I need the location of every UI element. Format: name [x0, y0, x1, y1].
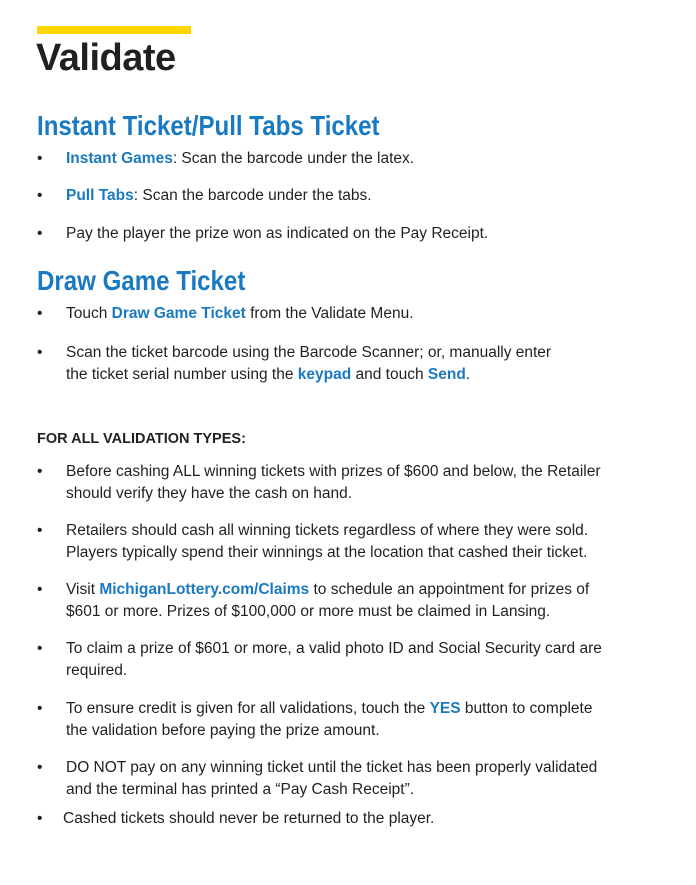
item-text: To ensure credit is given for all validations, touch the — [66, 700, 430, 717]
item-text: should verify they have the cash on hand. — [66, 485, 353, 502]
list-item-photo-id — [37, 638, 677, 682]
bullet: • — [37, 463, 43, 480]
section-heading-draw-game: Draw Game Ticket — [37, 265, 246, 296]
list-item-instant-games — [37, 148, 677, 170]
list-item-do-not-pay — [37, 757, 677, 801]
list-item-pay-player — [37, 223, 677, 245]
item-text: button to complete — [460, 700, 593, 717]
list-item-scan-barcode — [37, 342, 677, 386]
list-item-touch-yes — [37, 698, 677, 742]
bullet: • — [37, 759, 43, 776]
list-item-claims-appointment — [37, 579, 677, 623]
item-text: Scan the ticket barcode using the Barcode Scanner; or, manually enter — [66, 344, 552, 361]
item-text: DO NOT pay on any winning ticket until the ticket has been properly validated — [66, 759, 598, 776]
highlight-send: Send — [427, 366, 466, 383]
bullet: • — [37, 225, 43, 242]
item-text: and touch — [351, 366, 428, 383]
item-text: Players typically spend their winnings at the location that cashed their ticket. — [66, 544, 588, 561]
item-text: the ticket serial number using the — [66, 366, 298, 383]
highlight-keypad: keypad — [297, 366, 352, 383]
item-text: required. — [66, 662, 128, 679]
bullet: • — [37, 522, 43, 539]
highlight-pull-tabs: Pull Tabs — [66, 187, 134, 204]
list-item-never-return — [37, 808, 677, 830]
item-text: $601 or more. Prizes of $100,000 or more must be claimed in Lansing. — [66, 603, 551, 620]
item-text: to schedule an appointment for prizes of — [309, 581, 590, 598]
highlight-draw-game-ticket: Draw Game Ticket — [111, 305, 246, 322]
item-text: Visit — [66, 581, 100, 598]
item-text: : Scan the barcode under the tabs. — [133, 187, 372, 204]
section-heading-instant-pull-tabs: Instant Ticket/Pull Tabs Ticket — [37, 110, 380, 141]
item-text: Retailers should cash all winning tickets regardless of where they were sold. — [66, 522, 589, 539]
bullet: • — [37, 640, 43, 657]
bullet: • — [37, 187, 43, 204]
bullet: • — [37, 810, 43, 827]
list-item-touch-draw-game — [37, 303, 677, 325]
item-text: the validation before paying the prize amount. — [66, 722, 380, 739]
list-item-cash-all-tickets — [37, 520, 677, 564]
item-text: Touch — [66, 305, 112, 322]
list-item-cash-on-hand — [37, 461, 677, 505]
item-text: : Scan the barcode under the latex. — [172, 150, 415, 167]
item-text: To claim a prize of $601 or more, a valid photo ID and Social Security card are — [66, 640, 602, 657]
item-text: and the terminal has printed a “Pay Cash Receipt”. — [66, 781, 415, 798]
item-text: Cashed tickets should never be returned to the player. — [63, 810, 435, 827]
bullet: • — [37, 344, 43, 361]
claims-link[interactable]: MichiganLottery.com/Claims — [99, 581, 310, 598]
bullet: • — [37, 150, 43, 167]
highlight-instant-games: Instant Games — [66, 150, 173, 167]
highlight-yes: YES — [429, 700, 461, 717]
sub-heading-all-validation-types: FOR ALL VALIDATION TYPES: — [37, 431, 246, 447]
title-accent-bar — [37, 26, 191, 34]
page-title: Validate — [36, 37, 176, 79]
list-item-pull-tabs — [37, 185, 677, 207]
bullet: • — [37, 581, 43, 598]
bullet: • — [37, 700, 43, 717]
item-text: Before cashing ALL winning tickets with prizes of $600 and below, the Retailer — [66, 463, 601, 480]
bullet: • — [37, 305, 43, 322]
item-text: Pay the player the prize won as indicated on the Pay Receipt. — [66, 225, 489, 242]
item-text: . — [465, 366, 471, 383]
item-text: from the Validate Menu. — [245, 305, 414, 322]
